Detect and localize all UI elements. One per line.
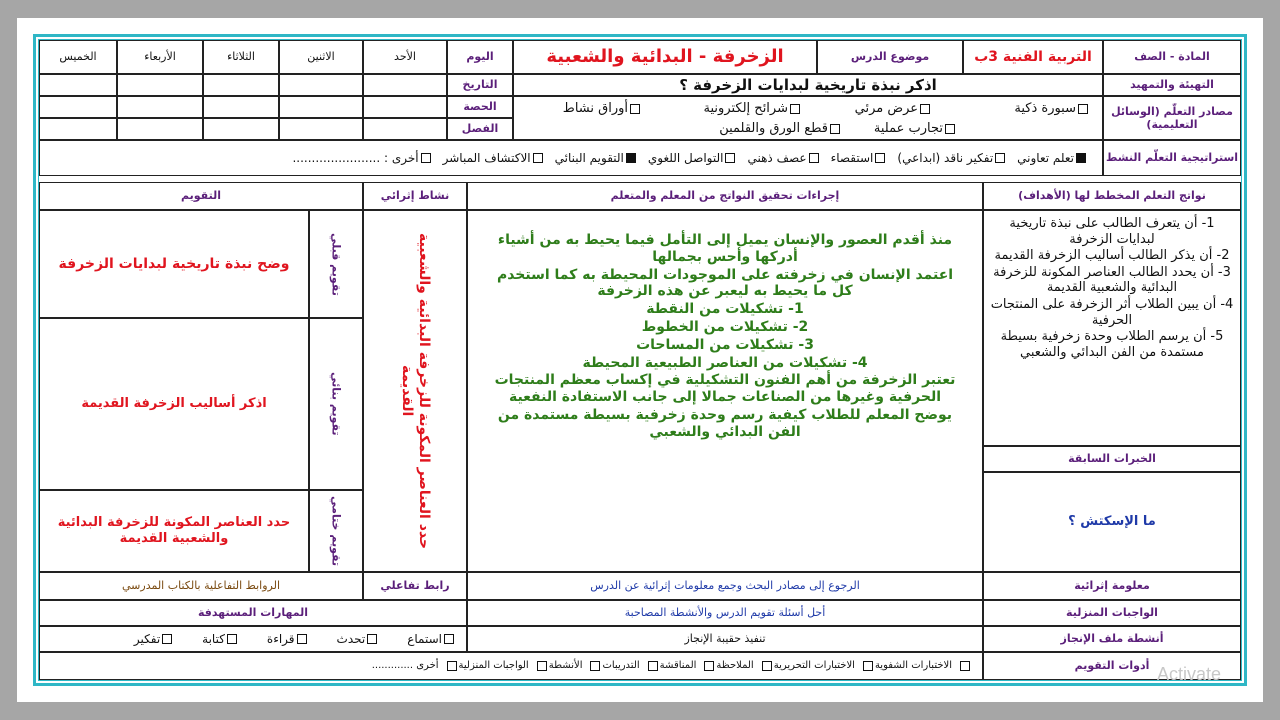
intro-label: التهيئة والتمهيد bbox=[1103, 74, 1241, 96]
portfolio-label: أنشطة ملف الإنجاز bbox=[983, 626, 1241, 652]
objectives-list bbox=[983, 210, 1241, 446]
procedure-item: يوضح المعلم للطلاب كيفية رسم وحدة زخرفية بسيطة مستمدة من الفن البدائي والشعبي bbox=[497, 406, 953, 440]
tool-label: الواجبات المنزلية bbox=[458, 660, 529, 671]
topic-value: الزخرفة - البدائية والشعبية bbox=[513, 40, 817, 74]
source-smartboard[interactable] bbox=[1014, 101, 1090, 117]
day-tuesday: الثلاثاء bbox=[203, 40, 279, 74]
source-label: تجارب عملية bbox=[873, 121, 943, 136]
skill-label: كتابة bbox=[202, 631, 225, 646]
period-label: الحصة bbox=[447, 96, 513, 118]
checkbox-icon[interactable] bbox=[630, 104, 640, 114]
skill-label: تفكير bbox=[133, 631, 161, 646]
procedures-list bbox=[467, 210, 983, 572]
procedure-item: 1- تشكيلات من النقطة bbox=[646, 301, 804, 318]
source-slides[interactable] bbox=[704, 101, 802, 117]
strategy-formative[interactable] bbox=[555, 151, 638, 165]
strategy-cooperative[interactable] bbox=[1017, 151, 1088, 165]
skill-label: تحدث bbox=[336, 631, 366, 646]
objective-item: 3- أن يحدد الطالب العناصر المكونة للزخرفة البدائية والشعبية القديمة bbox=[993, 264, 1231, 296]
strategy-inquiry[interactable] bbox=[831, 151, 888, 165]
checkbox-icon[interactable] bbox=[590, 661, 600, 671]
enrich-info-value: الرجوع إلى مصادر البحث وجمع معلومات إثرائية عن الدرس bbox=[467, 572, 983, 600]
date-cell-4[interactable] bbox=[117, 74, 203, 96]
period-cell-3[interactable] bbox=[203, 96, 279, 118]
procedure-item: منذ أقدم العصور والإنسان يميل إلى التأمل فيما يحيط به من أشياء أدركها وأحس بجمالها bbox=[497, 232, 953, 265]
tool-label: التدريبات bbox=[602, 660, 640, 671]
procedure-item: 2- تشكيلات من الخطوط bbox=[641, 318, 809, 335]
procedure-item: 3- تشكيلات من المساحات bbox=[636, 336, 814, 353]
strategy-label: أخرى : ....................... bbox=[292, 150, 419, 165]
skill-speaking[interactable] bbox=[337, 632, 380, 646]
enrichment-header: نشاط إثرائي bbox=[363, 182, 467, 210]
date-cell-3[interactable] bbox=[203, 74, 279, 96]
strategy-label: الاكتشاف المباشر bbox=[442, 150, 531, 165]
evaluation-header: التقويم bbox=[39, 182, 363, 210]
strategy-label: تعلم تعاوني bbox=[1017, 150, 1074, 165]
strategy-label: التواصل اللغوي bbox=[647, 150, 724, 165]
procedure-item: اعتمد الإنسان في زخرفته على الموجودات المحيطة به كما استخدم كل ما يحيط به ليعبر عن هذه الزخرفة bbox=[496, 266, 954, 300]
strategy-label: عصف ذهني bbox=[747, 150, 807, 165]
tool-homework[interactable] bbox=[445, 660, 529, 672]
objectives-header: نواتج التعلم المخطط لها (الأهداف) bbox=[983, 182, 1241, 210]
checkbox-icon[interactable] bbox=[809, 153, 819, 163]
tool-label: الاختبارات التحريرية bbox=[773, 660, 855, 671]
strategies-box bbox=[39, 140, 1103, 176]
activate-watermark: Activate bbox=[1157, 664, 1222, 684]
tool-other[interactable] bbox=[372, 660, 439, 672]
strategy-critical[interactable] bbox=[897, 151, 1007, 165]
class-cell-2[interactable] bbox=[279, 118, 363, 140]
checkbox-icon[interactable] bbox=[227, 634, 237, 644]
skills-box bbox=[39, 626, 467, 652]
skill-listening[interactable] bbox=[407, 632, 456, 646]
checkbox-icon[interactable] bbox=[297, 634, 307, 644]
checkbox-icon[interactable] bbox=[790, 104, 800, 114]
date-cell-2[interactable] bbox=[279, 74, 363, 96]
eval-pre-type: تقويم قبلي bbox=[309, 210, 363, 318]
eval-formative-text: اذكر أساليب الزخرفة القديمة bbox=[39, 318, 309, 490]
eval-pre-text: وضح نبذة تاريخية لبدايات الزخرفة bbox=[39, 210, 309, 318]
strategy-brainstorm[interactable] bbox=[747, 151, 820, 165]
strategy-label: استقصاء bbox=[830, 150, 874, 165]
date-cell-1[interactable] bbox=[363, 74, 447, 96]
eval-final-text: حدد العناصر المكونة للزخرفة البدائية والشعبية القديمة bbox=[39, 490, 309, 572]
checkbox-icon[interactable] bbox=[444, 634, 454, 644]
enrichment-text: حدد العناصر المكونة للزخرفة البدائية والشعبية القديمة bbox=[363, 210, 467, 572]
date-cell-5[interactable] bbox=[39, 74, 117, 96]
day-wednesday: الأربعاء bbox=[117, 40, 203, 74]
topic-label: موضوع الدرس bbox=[817, 40, 963, 74]
checked-checkbox-icon[interactable] bbox=[1076, 153, 1086, 163]
checkbox-icon[interactable] bbox=[537, 661, 547, 671]
procedure-item: تعتبر الزخرفة من أهم الفنون التشكيلية في إكساب معظم المنتجات الحرفية وغيرها من الصناعات جمالا إلى جانب الاستفادة النفعية bbox=[494, 372, 956, 406]
checkbox-icon[interactable] bbox=[920, 104, 930, 114]
checkbox-icon[interactable] bbox=[960, 661, 970, 671]
homework-value: أحل أسئلة تقويم الدرس والأنشطة المصاحبة bbox=[467, 600, 983, 626]
slide bbox=[17, 18, 1263, 702]
tool-observation[interactable] bbox=[702, 660, 753, 672]
sources-label: مصادر التعلّم (الوسائل التعليمية) bbox=[1103, 96, 1241, 140]
strategies-label: استراتيجية التعلّم النشط bbox=[1103, 140, 1241, 176]
strategy-other[interactable] bbox=[292, 151, 432, 165]
source-experiments[interactable] bbox=[874, 121, 957, 137]
period-cell-1[interactable] bbox=[363, 96, 447, 118]
tool-activities[interactable] bbox=[535, 660, 583, 672]
interactive-value[interactable]: الروابط التفاعلية بالكتاب المدرسي bbox=[39, 572, 363, 600]
tools-label: أدوات التقويم bbox=[983, 652, 1241, 680]
eval-final-type: تقويم ختامي bbox=[309, 490, 363, 572]
source-worksheets[interactable] bbox=[563, 101, 642, 117]
tool-label: الأنشطة bbox=[548, 660, 583, 671]
checkbox-icon[interactable] bbox=[945, 124, 955, 134]
checkbox-icon[interactable] bbox=[704, 661, 714, 671]
checkbox-icon[interactable] bbox=[447, 661, 457, 671]
procedure-item: 4- تشكيلات من العناصر الطبيعية المحيطة bbox=[582, 354, 868, 371]
day-monday: الاثنين bbox=[279, 40, 363, 74]
checkbox-icon[interactable] bbox=[1078, 104, 1088, 114]
day-sunday: الأحد bbox=[363, 40, 447, 74]
strategy-discovery[interactable] bbox=[443, 151, 545, 165]
source-label: شرائح إلكترونية bbox=[703, 101, 788, 116]
checkbox-icon[interactable] bbox=[725, 153, 735, 163]
subject-label: المادة - الصف bbox=[1103, 40, 1241, 74]
strategy-label: التقويم البنائي bbox=[554, 150, 624, 165]
interactive-label: رابط تفاعلي bbox=[363, 572, 467, 600]
enrich-info-label: معلومة إثرائية bbox=[983, 572, 1241, 600]
source-label: أوراق نشاط bbox=[562, 101, 628, 116]
checkbox-icon[interactable] bbox=[648, 661, 658, 671]
tool-discussion[interactable] bbox=[646, 660, 697, 672]
checkbox-icon[interactable] bbox=[995, 153, 1005, 163]
class-cell-3[interactable] bbox=[203, 118, 279, 140]
source-paper-pens[interactable] bbox=[719, 121, 842, 137]
tool-written[interactable] bbox=[760, 660, 855, 672]
tool-label: المناقشة bbox=[659, 660, 697, 671]
checked-checkbox-icon[interactable] bbox=[626, 153, 636, 163]
tools-box bbox=[39, 652, 983, 680]
tool-label: الاختبارات الشفوية bbox=[874, 660, 952, 671]
intro-value: اذكر نبذة تاريخية لبدايات الزخرفة ؟ bbox=[513, 74, 1103, 96]
tool-label: الملاحظة bbox=[716, 660, 754, 671]
tool-exercises[interactable] bbox=[588, 660, 639, 672]
class-cell-1[interactable] bbox=[363, 118, 447, 140]
period-cell-5[interactable] bbox=[39, 96, 117, 118]
subject-value: التربية الفنية 3ب bbox=[963, 40, 1103, 74]
checkbox-icon[interactable] bbox=[367, 634, 377, 644]
date-label: التاريخ bbox=[447, 74, 513, 96]
checkbox-icon[interactable] bbox=[162, 634, 172, 644]
source-label: عرض مرئي bbox=[854, 101, 918, 116]
procedures-header: إجراءات تحقيق النواتج من المعلم والمتعلم bbox=[467, 182, 983, 210]
checkbox-icon[interactable] bbox=[421, 153, 431, 163]
source-label: سبورة ذكية bbox=[1014, 101, 1076, 116]
checkbox-icon[interactable] bbox=[875, 153, 885, 163]
prior-value: ما الإسكتش ؟ bbox=[983, 472, 1241, 572]
period-cell-2[interactable] bbox=[279, 96, 363, 118]
skills-label: المهارات المستهدفة bbox=[39, 600, 467, 626]
source-visual[interactable] bbox=[855, 101, 932, 117]
day-label: اليوم bbox=[447, 40, 513, 74]
checkbox-icon[interactable] bbox=[863, 661, 873, 671]
skill-label: قراءة bbox=[266, 631, 295, 646]
objective-item: 1- أن يتعرف الطالب على نبذة تاريخية لبدايات الزخرفة bbox=[1009, 216, 1215, 247]
class-label: الفصل bbox=[447, 118, 513, 140]
objective-item: 4- أن يبين الطلاب أثر الزخرفة على المنتجات الحرفية bbox=[990, 296, 1234, 328]
checkbox-icon[interactable] bbox=[762, 661, 772, 671]
homework-label: الواجبات المنزلية bbox=[983, 600, 1241, 626]
tool-label: أخرى ............. bbox=[371, 660, 439, 671]
skill-thinking[interactable] bbox=[134, 632, 174, 646]
eval-formative-type: تقويم بنائي bbox=[309, 318, 363, 490]
portfolio-value: تنفيذ حقيبة الإنجاز bbox=[467, 626, 983, 652]
class-cell-4[interactable] bbox=[117, 118, 203, 140]
prior-label: الخبرات السابقة bbox=[983, 446, 1241, 472]
tool-oral[interactable] bbox=[861, 660, 952, 672]
sources-box bbox=[513, 96, 1103, 140]
class-cell-5[interactable] bbox=[39, 118, 117, 140]
day-thursday: الخميس bbox=[39, 40, 117, 74]
skill-reading[interactable] bbox=[267, 632, 309, 646]
source-label: قطع الورق والقلمين bbox=[719, 121, 828, 136]
objective-item: 5- أن يرسم الطلاب وحدة زخرفية بسيطة مستمدة من الفن البدائي والشعبي bbox=[1000, 329, 1224, 360]
checkbox-icon[interactable] bbox=[533, 153, 543, 163]
skill-writing[interactable] bbox=[202, 632, 239, 646]
checkbox-icon[interactable] bbox=[830, 124, 840, 134]
strategy-communication[interactable] bbox=[648, 151, 738, 165]
strategy-label: تفكير ناقد (ابداعي) bbox=[897, 150, 994, 165]
period-cell-4[interactable] bbox=[117, 96, 203, 118]
skill-label: استماع bbox=[407, 631, 442, 646]
objective-item: 2- أن يذكر الطالب أساليب الزخرفة القديمة bbox=[994, 248, 1230, 264]
